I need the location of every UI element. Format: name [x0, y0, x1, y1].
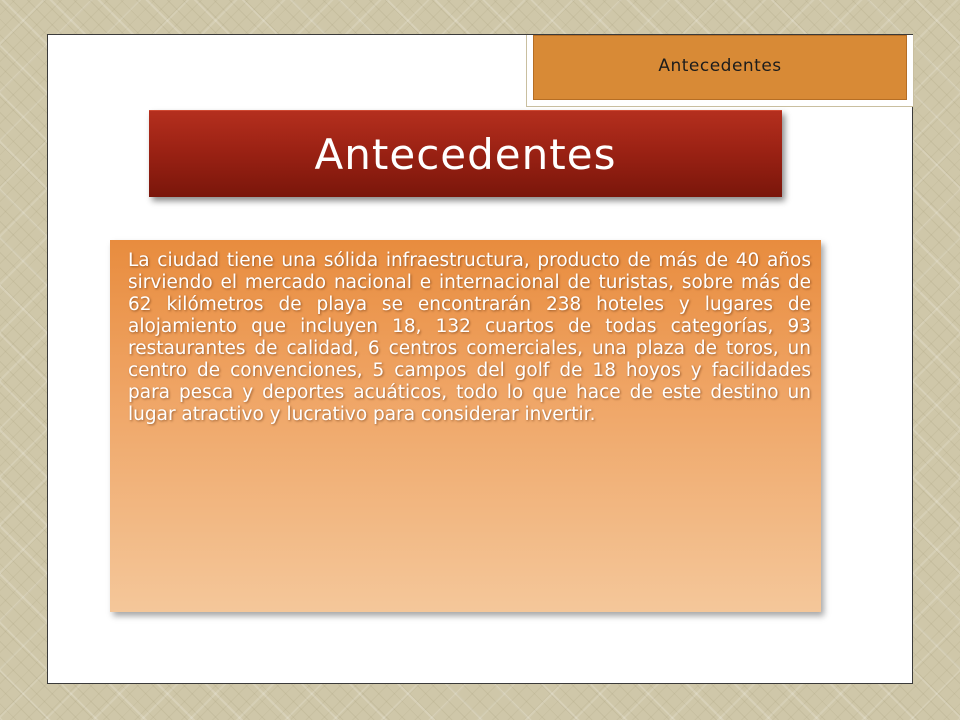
- body-text: La ciudad tiene una sólida infraestructura, producto de más de 40 años sirviendo el mercado nacional e internacional de turistas, sobre más de 62 kilómetros de playa se encontrarán 238 hoteles y lugares de alojamiento que incluyen 18, 132 cuartos de todas categorías, 93 restaurantes de calidad, 6 centros comerciales, una plaza de toros, un centro de convenciones, 5 campos del golf de 18 hoyos y facilidades para pesca y deportes acuáticos, todo lo que hace de este destino un lugar atractivo y lucrativo para considerar invertir.: [128, 250, 811, 425]
- slide-title: Antecedentes: [314, 129, 617, 179]
- content-box: [110, 240, 821, 612]
- header-tab-label: Antecedentes: [658, 55, 782, 76]
- header-tab: [526, 35, 914, 107]
- header-tab-fill: [533, 35, 907, 100]
- title-box: [149, 110, 782, 197]
